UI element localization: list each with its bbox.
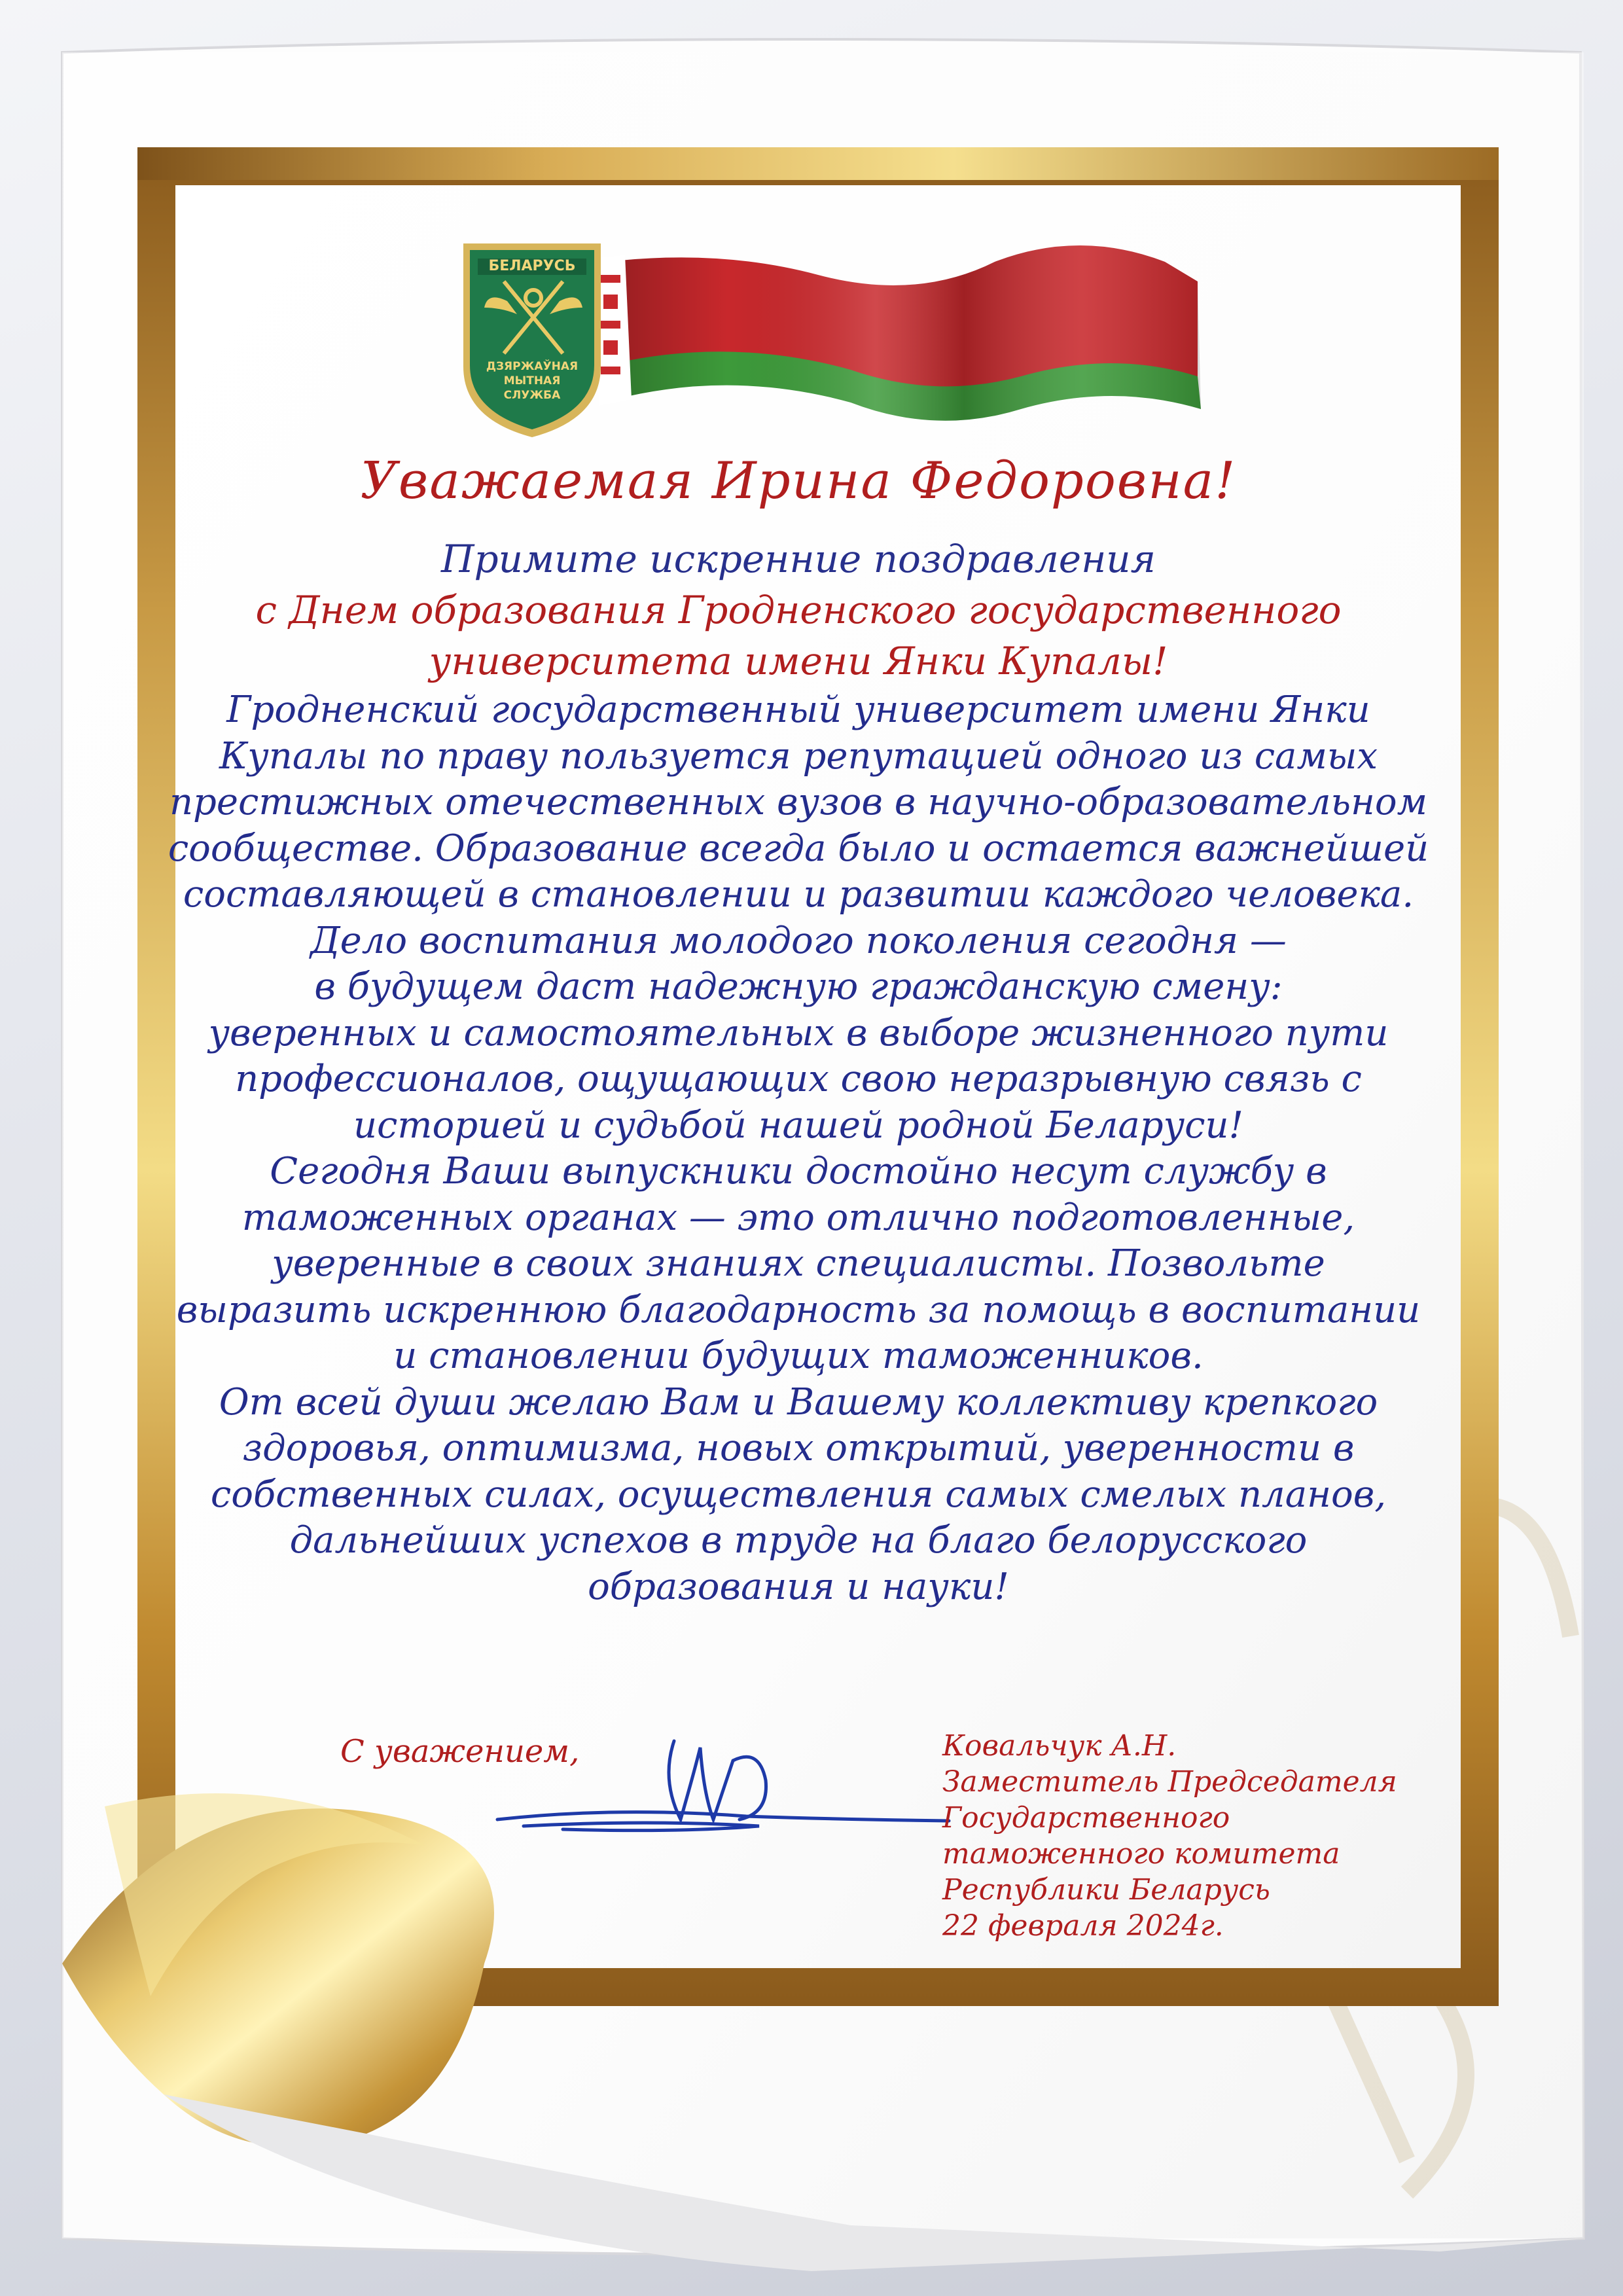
emblem-top-text: БЕЛАРУСЬ xyxy=(488,258,576,274)
body-line: собственных силах, осуществления самых смелых планов, xyxy=(210,1473,1387,1516)
body-line: Купалы по праву пользуется репутацией одного из самых xyxy=(219,734,1378,778)
intro-line: университета имени Янки Купалы! xyxy=(429,639,1168,683)
intro-block xyxy=(151,533,1446,687)
emblem-bottom-line: ДЗЯРЖАЎНАЯ xyxy=(486,360,579,373)
signatory-block xyxy=(942,1728,1397,1944)
body-line: в будущем даст надежную гражданскую смену: xyxy=(314,965,1283,1008)
customs-emblem xyxy=(458,239,609,442)
intro-line: с Днем образования Гродненского государственного xyxy=(255,588,1342,632)
body-line: престижных отечественных вузов в научно-образовательном xyxy=(169,781,1428,823)
emblem-bottom-line: СЛУЖБА xyxy=(503,389,561,402)
signatory-line: таможенного комитета xyxy=(942,1837,1340,1871)
body-line: Гродненский государственный университет имени Янки xyxy=(226,689,1370,731)
closing: С уважением, xyxy=(340,1733,580,1770)
emblem-bottom-line: МЫТНАЯ xyxy=(503,374,561,387)
body-line: уверенные в своих знаниях специалисты. Позвольте xyxy=(272,1242,1325,1285)
intro-line: Примите искренние поздравления xyxy=(440,537,1156,581)
salutation: Уважаемая Ирина Федоровна! xyxy=(360,452,1237,511)
signatory-line: Заместитель Председателя xyxy=(942,1765,1397,1799)
body-line: здоровья, оптимизма, новых открытий, уверенности в xyxy=(242,1427,1355,1469)
signature xyxy=(484,1721,955,1852)
body-line: таможенных органах — это отлично подготовленные, xyxy=(241,1196,1355,1239)
signatory-line: Государственного xyxy=(942,1801,1230,1835)
body-line: дальнейших успехов в труде на благо белорусского xyxy=(289,1519,1308,1562)
body-line: Сегодня Ваши выпускники достойно несут службу в xyxy=(270,1150,1327,1193)
body-line: выразить искреннюю благодарность за помощь в воспитании xyxy=(176,1288,1421,1331)
body-line: Дело воспитания молодого поколения сегодня — xyxy=(310,919,1287,962)
body-line: образования и науки! xyxy=(588,1565,1009,1608)
body-line: уверенных и самостоятельных в выборе жизненного пути xyxy=(208,1011,1389,1054)
body-line: От всей души желаю Вам и Вашему коллективу крепкого xyxy=(219,1380,1378,1424)
body-line: профессионалов, ощущающих свою неразрывную связь с xyxy=(235,1058,1362,1100)
signatory-line: Ковальчук А.Н. xyxy=(942,1729,1177,1763)
body-line: сообществе. Образование всегда было и остается важнейшей xyxy=(168,827,1429,870)
signatory-line: 22 февраля 2024г. xyxy=(942,1909,1224,1943)
signatory-line: Республики Беларусь xyxy=(942,1873,1270,1907)
letter-body xyxy=(151,687,1446,1610)
body-line: и становлении будущих таможенников. xyxy=(393,1335,1204,1377)
body-line: историей и судьбой нашей родной Беларуси! xyxy=(353,1103,1244,1147)
body-line: составляющей в становлении и развитии каждого человека. xyxy=(183,873,1414,916)
